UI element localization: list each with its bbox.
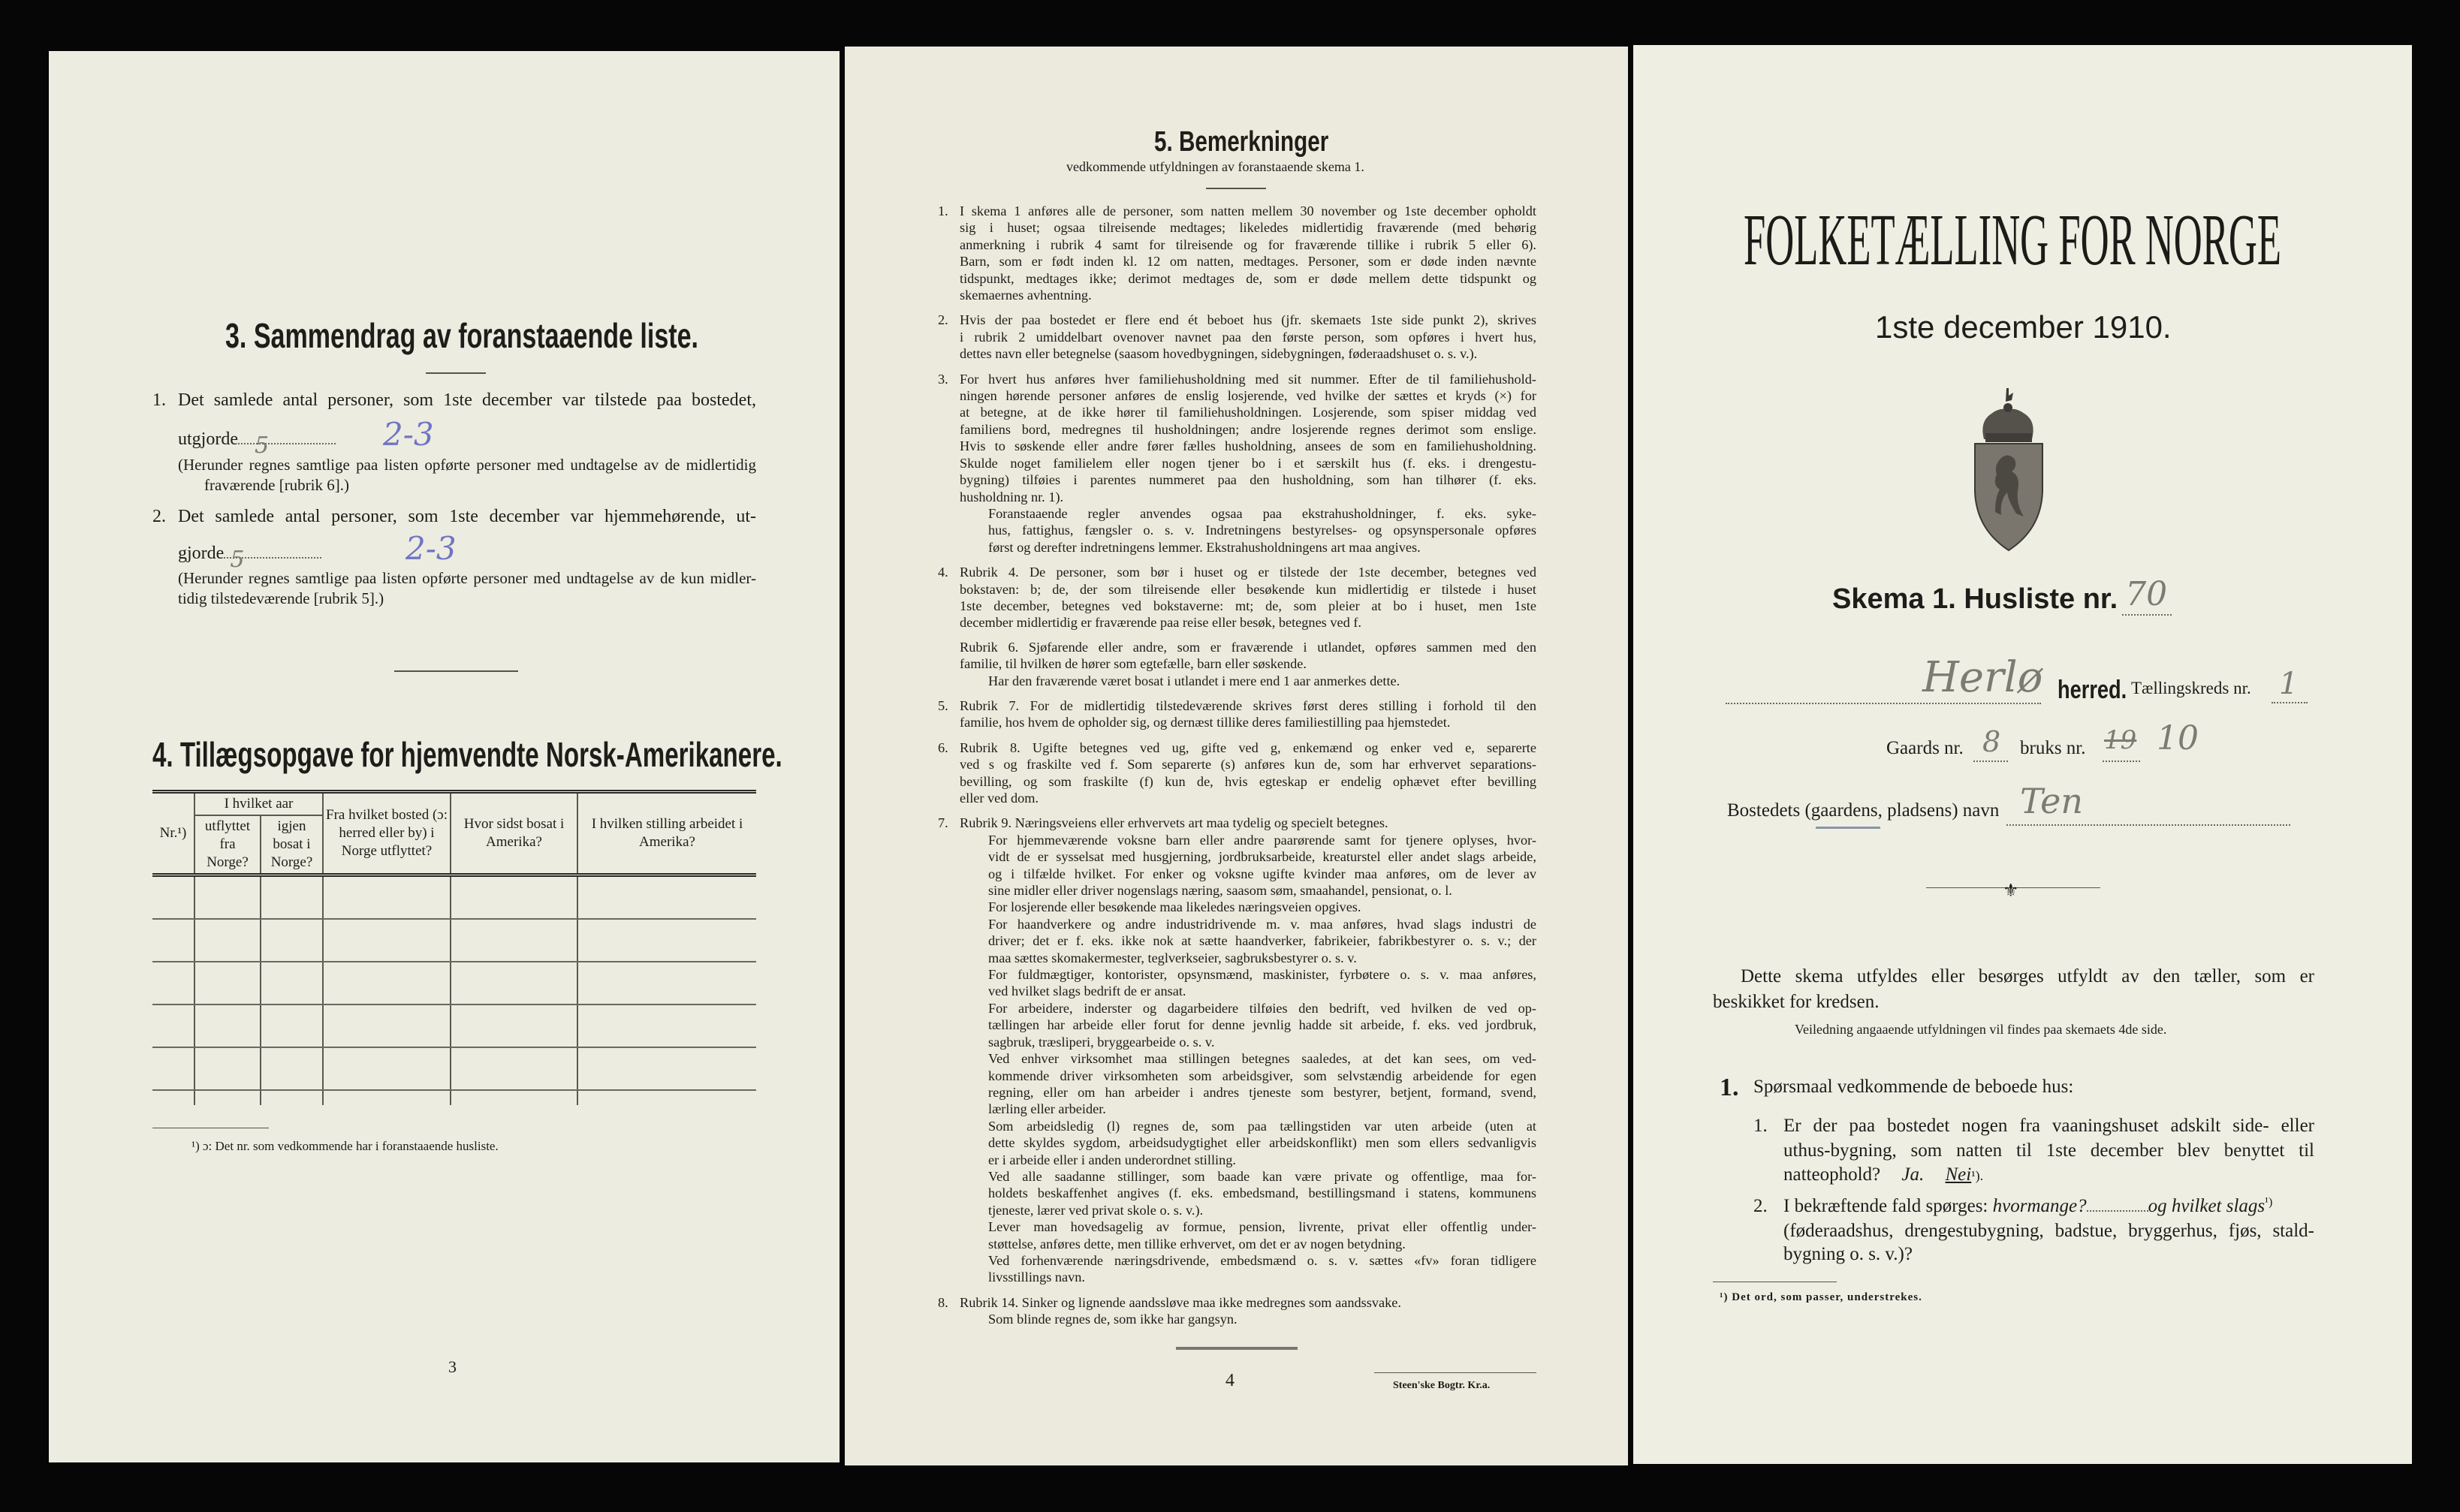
q2-line1	[1783, 1196, 2272, 1217]
remark-line: at betegne, at de ikke hører til familiehusholdningen. Losjerende, som spiser middag ved	[960, 405, 1536, 420]
remark-paragraph	[960, 1218, 1536, 1252]
pencil-value: 5	[254, 432, 270, 459]
remark-line: skemaernes avhentning.	[960, 288, 1092, 303]
census-title-text: FOLKETÆLLING FOR NORGE	[1744, 203, 2281, 272]
printer-imprint: Steen'ske Bogtr. Kr.a.	[1393, 1380, 1491, 1391]
bruks-label: bruks nr.	[2020, 738, 2086, 758]
remark-line: bygning) tilføies i parentes nummeret paa den husholdning, som han tilhører (f. eks.	[960, 472, 1536, 488]
remark-number: 1.	[938, 203, 948, 218]
remark-line: For fuldmægtiger, kontorister, opsynsmænd, maskinister, fyrbøtere o. s. v. maa anføres,	[988, 967, 1536, 983]
table-row	[152, 962, 756, 1004]
remark-item	[938, 1294, 1536, 1328]
q1-line1: Er der paa bostedet nogen fra vaaningshuset adskilt side- eller	[1783, 1116, 2314, 1136]
table-row	[152, 1004, 756, 1047]
col-occupation: I hvilken stilling arbeidet i Amerika?	[577, 792, 756, 875]
summary-item2-text: Det samlede antal personer, som 1ste december var hjemmehørende, ut-	[178, 507, 756, 526]
remark-line: dettes navn eller betegnelse (saasom hovedbygningen, sidebygningen, føderaadshuset o. s. v.).	[960, 346, 1478, 362]
remark-paragraph	[960, 697, 1536, 731]
summary-item1-note-cont: fraværende [rubrik 6].)	[204, 476, 349, 494]
table-cell[interactable]	[577, 1047, 756, 1090]
summary-item2-note: (Herunder regnes samtlige paa listen opførte personer med undtagelse av de kun midler-	[178, 569, 756, 587]
printer-rule	[1374, 1372, 1536, 1373]
remark-line: kommende driver virksomheten som arbeidsgiver, som selvstændig arbeidende for egen	[988, 1068, 1536, 1083]
remark-item	[938, 697, 1536, 731]
remark-paragraph	[960, 639, 1536, 673]
remark-line: familie, til hvilken de hører som egtefælle, barn eller søskende.	[960, 656, 1307, 672]
page-number: 4	[1225, 1371, 1235, 1390]
remark-item	[938, 203, 1536, 303]
summary-item1-number: 1.	[152, 390, 166, 410]
table-cell[interactable]	[261, 1047, 323, 1090]
herred-value: Herlø	[1922, 653, 2043, 702]
divider	[1206, 188, 1266, 189]
remark-line: For hjemmeværende voksne barn eller andre paarørende samt for tjenere oplyses, hvor-	[988, 832, 1536, 848]
census-title	[1744, 203, 2283, 272]
remark-paragraph	[960, 505, 1536, 556]
table-cell	[577, 1090, 756, 1105]
q1-line3	[1783, 1164, 1983, 1185]
kreds-value: 1	[2279, 667, 2299, 701]
remark-line: Skulde noget familielem eller nogen tjener bo i et særskilt hus (f. eks. i drengestu-	[960, 455, 1536, 471]
remarks-heading: 5. Bemerkninger	[1154, 126, 1329, 158]
table-row	[152, 1047, 756, 1090]
remark-paragraph	[960, 739, 1536, 807]
footnote-ref: ¹)	[2265, 1196, 2273, 1209]
gaards-label: Gaards nr.	[1886, 738, 1964, 758]
footnote-ref: ¹).	[1971, 1168, 1984, 1183]
q2-line3: bygning o. s. v.)?	[1783, 1244, 1913, 1264]
table-cell[interactable]	[152, 919, 194, 962]
q2-number: 2.	[1753, 1196, 1768, 1216]
remark-paragraph	[960, 673, 1536, 689]
table-cell[interactable]	[261, 875, 323, 920]
remark-line: Rubrik 7. For de midlertidig tilstedeværende skrives først deres stilling i forhold til den	[960, 697, 1536, 713]
remark-line: Har den fraværende været bosat i utlandet i mere end 1 aar anmerkes dette.	[988, 673, 1400, 688]
summary-item2-number: 2.	[152, 507, 166, 526]
remark-line: For losjerende eller besøkende maa likeledes næringsveien opgives.	[988, 899, 1361, 915]
remark-line: husholdning nr. 1).	[960, 489, 1064, 505]
bruks-value: 10	[2157, 719, 2199, 758]
table-cell[interactable]	[451, 1004, 577, 1047]
americans-heading: 4. Tillægsopgave for hjemvendte Norsk-Amerikanere.	[152, 735, 782, 774]
answer-nei-underlined[interactable]: Nei	[1945, 1164, 1972, 1185]
remark-paragraph	[960, 564, 1536, 631]
table-row	[152, 875, 756, 920]
remark-line: eller ved dom.	[960, 791, 1039, 806]
remark-paragraph	[960, 1252, 1536, 1286]
norwegian-americans-table	[152, 790, 756, 1105]
col-nr: Nr.¹)	[152, 792, 194, 875]
remark-line: Rubrik 6. Sjøfarende eller andre, som er fraværende i utlandet, opføres sammen med den	[960, 639, 1536, 655]
remark-line: er i arbeide eller i anden underordnet stilling.	[988, 1152, 1236, 1167]
table-cell	[261, 1090, 323, 1105]
table-cell	[152, 1090, 194, 1105]
remark-paragraph	[960, 203, 1536, 303]
utgjorde-label: utgjorde	[178, 429, 238, 449]
remark-line: For hvert hus anføres hver familiehusholdning med sit nummer. Efter de til familiehushold-	[960, 371, 1536, 387]
pencil-value: 5	[230, 547, 245, 573]
remark-item	[938, 371, 1536, 556]
q1-line2: uthus-bygning, som natten til 1ste december blev benyttet til	[1783, 1140, 2314, 1161]
remark-line: driver; det er f. eks. ikke nok at sætte haandverker, fabrikeier, fabrikbestyrer o. s. v.; der	[988, 933, 1536, 949]
remark-paragraph	[960, 832, 1536, 899]
remark-number: 5.	[938, 697, 948, 713]
remark-line: Ved enhver virksomhet maa stillingen betegnes saaledes, at det kan sees, om ved-	[988, 1051, 1536, 1067]
remark-line: For arbeidere, inderster og dagarbeidere tilføies den bedrift, ved hvilken de ved op-	[988, 1000, 1536, 1016]
table-cell[interactable]	[152, 1004, 194, 1047]
col-from-where: Fra hvilket bosted (ɔ: herred eller by) i Norge utflyttet?	[323, 792, 451, 875]
table-cell	[323, 1090, 451, 1105]
table-cell[interactable]	[152, 875, 194, 920]
remark-line: december midlertidig er fraværende paa reise eller besøk, betegnes ved f.	[960, 615, 1361, 631]
remark-line: dette skyldes sygdom, arbeidsudygtighet eller arbeidskonflikt) men som ellers sedvanligvis	[988, 1135, 1536, 1151]
table-cell[interactable]	[451, 919, 577, 962]
col-year-group: I hvilket aar	[194, 792, 323, 816]
utgjorde-value-field[interactable]	[238, 432, 336, 459]
remark-line: Ved forhenværende næringsdrivende, embedsmænd o. s. v. sættes «fv» foran tidligere	[988, 1252, 1536, 1268]
remark-line: Rubrik 8. Ugifte betegnes ved ug, gifte ved g, enkemænd og enker ved e, separerte	[960, 739, 1536, 755]
summary-item1-note: (Herunder regnes samtlige paa listen opførte personer med undtagelse av de midlertidig	[178, 456, 756, 474]
q2-hvilket-slags: og hvilket slags	[2148, 1196, 2266, 1216]
remark-number: 7.	[938, 815, 948, 831]
q1-line3-text: natteophold?	[1783, 1164, 1881, 1185]
remark-line: Som arbeidsledig (l) regnes de, som paa tællingstiden var uten arbeide (uten at	[988, 1118, 1536, 1134]
table-cell[interactable]	[323, 962, 451, 1004]
remark-line: først og derefter indretningens lemmer. Ekstrahusholdningens art maa angives.	[988, 539, 1421, 555]
remark-line: sine midler eller driver nogenslags næring, saasom søm, smaahandel, pensionat, o. l.	[988, 883, 1452, 899]
remark-paragraph	[960, 312, 1536, 362]
underline-mark	[1816, 827, 1880, 829]
remark-line: maa sættes skomakermester, teglverkseier, sagbruksbestyrer o. s. v.	[988, 950, 1357, 965]
remarks-list	[938, 203, 1536, 1336]
cover-footnote: ¹) Det ord, som passer, understrekes.	[1720, 1291, 1922, 1303]
table-footnote: ¹) ɔ: Det nr. som vedkommende har i foranstaaende husliste.	[191, 1139, 499, 1153]
table-cell[interactable]	[323, 875, 451, 920]
remark-line: støttelse, anføres dette, men tillike erhvervet, om det er av nogen betydning.	[988, 1236, 1406, 1251]
answer-ja[interactable]: Ja.	[1901, 1164, 1925, 1185]
remark-item	[938, 739, 1536, 807]
handwritten-resident-count: 2-3	[405, 530, 457, 567]
remark-paragraph	[960, 1311, 1536, 1327]
gjorde-value-field[interactable]	[224, 547, 321, 573]
husliste-number: 70	[2125, 575, 2168, 613]
table-cell	[194, 1090, 261, 1105]
table-cell[interactable]	[194, 962, 261, 1004]
remark-line: tællingen har arbeide eller forut for denne jevnlig hadde sit arbeide, f. eks. ved jordbruk,	[988, 1017, 1536, 1033]
table-cell[interactable]	[577, 875, 756, 920]
remark-number: 3.	[938, 371, 948, 387]
summary-item1-text: Det samlede antal personer, som 1ste december var tilstede paa bostedet,	[178, 390, 756, 410]
remark-line: regning, eller om han arbeider i andres tjeneste som bestyrer, betjent, formand, svend,	[988, 1084, 1536, 1100]
page-number: 3	[448, 1357, 457, 1376]
table-cell[interactable]	[194, 875, 261, 920]
remark-line: bevilling, og som fraskilte (f) kun de, hvis egteskap er endelig ophævet efter bevilling	[960, 773, 1536, 789]
remark-paragraph	[960, 1294, 1536, 1311]
divider	[394, 670, 518, 672]
census-date: 1ste december 1910.	[1875, 309, 2172, 345]
remark-line: anmerkning i rubrik 4 samt for tilreisende og for fraværende tillike i rubrik 5 eller 6).	[960, 236, 1536, 252]
remark-line: tidspunkt, medtages ikke; derimot medtages de, som er døde mellem dette tidspunkt og	[960, 270, 1536, 286]
table-cell[interactable]	[194, 919, 261, 962]
remark-line: For haandverkere og andre industridrivende m. v. maa anføres, hvad slags industri de	[988, 916, 1536, 932]
gaards-value: 8	[1982, 725, 2001, 758]
remark-line: hus, fattighus, fængsler o. s. v. Indretningens bestyrelses- og opsynspersonale opføres	[988, 523, 1536, 538]
remark-item	[938, 564, 1536, 689]
remark-number: 4.	[938, 565, 948, 580]
ornament-icon: ⚜	[2003, 881, 2019, 901]
remark-line: familie, hos hvem de opholder sig, og dernæst tillike deres familiestilling paa hjemstedet.	[960, 715, 1451, 730]
remark-line: i rubrik 2 umiddelbart ovenover navnet paa den første person, som opføres i hvert hus,	[960, 329, 1536, 345]
remark-paragraph	[960, 1168, 1536, 1218]
remark-line: I skema 1 anføres alle de personer, som natten mellem 30 november og 1ste december opholdt	[960, 203, 1536, 218]
q2-line2: (føderaadshus, drengestubygning, badstue, bryggerhus, fjøs, stald-	[1783, 1221, 2314, 1241]
herred-label: herred.	[2058, 676, 2127, 704]
instructions-line1: Dette skema utfyldes eller besørges utfyldt av den tæller, som er	[1741, 966, 2314, 986]
questions-number: 1.	[1720, 1074, 1739, 1101]
remark-line: ved s og fraskilte ved f. Som separerte (s) anføres kun de, som har erhvervet separations-	[960, 757, 1536, 773]
divider	[1176, 1347, 1298, 1350]
remark-paragraph	[960, 899, 1536, 915]
remark-line: Ved alle saadanne stillinger, som baade kan være private og offentlige, maa for-	[988, 1168, 1536, 1184]
remark-line: livsstillings navn.	[988, 1270, 1085, 1285]
remark-paragraph	[960, 916, 1536, 966]
table-cell[interactable]	[152, 962, 194, 1004]
kreds-label: Tællingskreds nr.	[2131, 679, 2251, 697]
remark-paragraph	[960, 966, 1536, 1000]
remark-line: ningen hørende personer anføres de enslig losjerende, ved hvilke der sættes et kryds (×) for	[960, 388, 1536, 404]
table-cell[interactable]	[323, 919, 451, 962]
questions-heading: Spørsmaal vedkommende de beboede hus:	[1753, 1077, 2074, 1097]
table-cell[interactable]	[577, 1004, 756, 1047]
table-cell[interactable]	[451, 962, 577, 1004]
remark-line: tjeneste, lærer ved privat skole o. s. v.).	[988, 1202, 1204, 1218]
remark-line: vidt de er sysselsat med husgjerning, jordbruksarbeide, kreaturstel eller andet slags arbeide,	[988, 849, 1536, 865]
remark-line: bokstaven: b; de, der som tilreisende eller besøkende kun midlertidig er tilstede i huset	[960, 581, 1536, 597]
remark-line: holdets beskaffenhet angives (f. eks. embedsmand, bestillingsmand i statens, kommunens	[988, 1185, 1536, 1201]
gjorde-label: gjorde	[178, 544, 225, 563]
table-cell[interactable]	[261, 1004, 323, 1047]
remark-line: sagbruk, træsliperi, bryggearbeide o. s. v.	[988, 1034, 1215, 1050]
coat-of-arms-icon	[1967, 387, 2050, 552]
remark-item	[938, 312, 1536, 362]
remark-line: Hvis der paa bostedet er flere end ét beboet hus (jfr. skemaets 1ste side punkt 2), skrives	[960, 312, 1536, 328]
summary-item1-field	[178, 429, 336, 459]
guidance-note: Veiledning angaaende utfyldningen vil findes paa skemaets 4de side.	[1795, 1022, 2167, 1037]
table-row-spacer	[152, 1090, 756, 1105]
summary-item2-field	[178, 544, 321, 573]
remark-line: familiens bord, medregnes til husholdningen; andre losjerende regnes derimot som enslige.	[960, 421, 1536, 437]
remark-paragraph	[960, 1118, 1536, 1168]
husliste-number-field[interactable]	[2122, 575, 2172, 616]
hvormange-field[interactable]	[2087, 1210, 2148, 1212]
remark-paragraph	[960, 1000, 1536, 1050]
bosted-value: Ten	[2020, 781, 2083, 821]
remark-number: 6.	[938, 739, 948, 755]
table-cell[interactable]	[152, 1047, 194, 1090]
col-emigrated: utflyttet fra Norge?	[194, 815, 261, 875]
table-cell[interactable]	[194, 1004, 261, 1047]
schema-line	[1832, 574, 2172, 616]
remark-line: Foranstaaende regler anvendes ogsaa paa ekstrahusholdninger, f. eks. syke-	[988, 505, 1536, 521]
instructions-line2: beskikket for kredsen.	[1713, 992, 1880, 1012]
remarks-subheading: vedkommende utfyldningen av foranstaaende skema 1.	[1066, 159, 1364, 174]
remark-number: 2.	[938, 312, 948, 328]
table-cell	[451, 1090, 577, 1105]
q1-number: 1.	[1753, 1116, 1768, 1136]
remark-item	[938, 815, 1536, 1285]
table-cell[interactable]	[577, 919, 756, 962]
remark-line: Barn, som er født inden kl. 12 om natten, medtages. Personer, som er døde inden nævnte	[960, 254, 1536, 270]
remark-line: Lever man hovedsagelig av formue, pension, livrente, privat eller offentlig under-	[988, 1219, 1536, 1235]
remark-line: sig i huset; ogsaa tilreisende medtages; likeledes midlertidig fraværende (med behørig	[960, 220, 1536, 236]
col-returned: igjen bosat i Norge?	[261, 815, 323, 875]
table-cell[interactable]	[577, 962, 756, 1004]
summary-item2-note-cont: tidig tilstedeværende [rubrik 5].)	[178, 589, 384, 607]
remark-line: Rubrik 14. Sinker og lignende aandssløve maa ikke medregnes som aandssvake.	[960, 1294, 1401, 1310]
handwritten-present-count: 2-3	[383, 416, 434, 453]
q2-text: I bekræftende fald spørges:	[1783, 1196, 1988, 1216]
table-cell[interactable]	[194, 1047, 261, 1090]
table-cell[interactable]	[451, 875, 577, 920]
col-where-lived: Hvor sidst bosat i Amerika?	[451, 792, 577, 875]
remark-paragraph	[960, 371, 1536, 505]
remark-line: lærling eller arbeider.	[988, 1101, 1106, 1117]
remark-line: og i tilfælde hvilket. For enker og voksne ugifte kvinder maa anføres, om de lever av	[988, 866, 1536, 881]
divider	[426, 372, 486, 374]
remark-line: Som blinde regnes de, som ikke har gangsyn.	[988, 1312, 1238, 1327]
remark-line: Rubrik 9. Næringsveiens eller erhvervets art maa tydelig og specielt betegnes.	[960, 815, 1388, 831]
remark-paragraph	[960, 815, 1536, 831]
remark-line: Hvis to søskende eller andre fører fælles husholdning, ansees de som en familiehusholdning.	[960, 438, 1536, 454]
q2-hvormange: hvormange?	[1992, 1196, 2087, 1216]
schema-label: Skema 1. Husliste nr.	[1832, 583, 2118, 615]
bruks-value-struck: 19	[2104, 725, 2137, 755]
remark-line: ved hvilket slags bedrift de er ansat.	[988, 983, 1186, 999]
remark-line: Rubrik 4. De personer, som bør i huset og er tilstede der 1ste december, betegnes ved	[960, 565, 1536, 580]
table-cell[interactable]	[323, 1004, 451, 1047]
table-cell[interactable]	[323, 1047, 451, 1090]
table-cell[interactable]	[261, 962, 323, 1004]
bosted-label: Bostedets (gaardens, pladsens) navn	[1727, 800, 2000, 821]
remark-paragraph	[960, 1050, 1536, 1118]
table-cell[interactable]	[261, 919, 323, 962]
summary-heading: 3. Sammendrag av foranstaaende liste.	[225, 316, 698, 355]
remark-line: 1ste december, betegnes ved bokstaverne: mt; de, som pleier at bo i huset, men 1ste	[960, 598, 1536, 613]
table-cell[interactable]	[451, 1047, 577, 1090]
table-row	[152, 919, 756, 962]
remark-number: 8.	[938, 1294, 948, 1310]
